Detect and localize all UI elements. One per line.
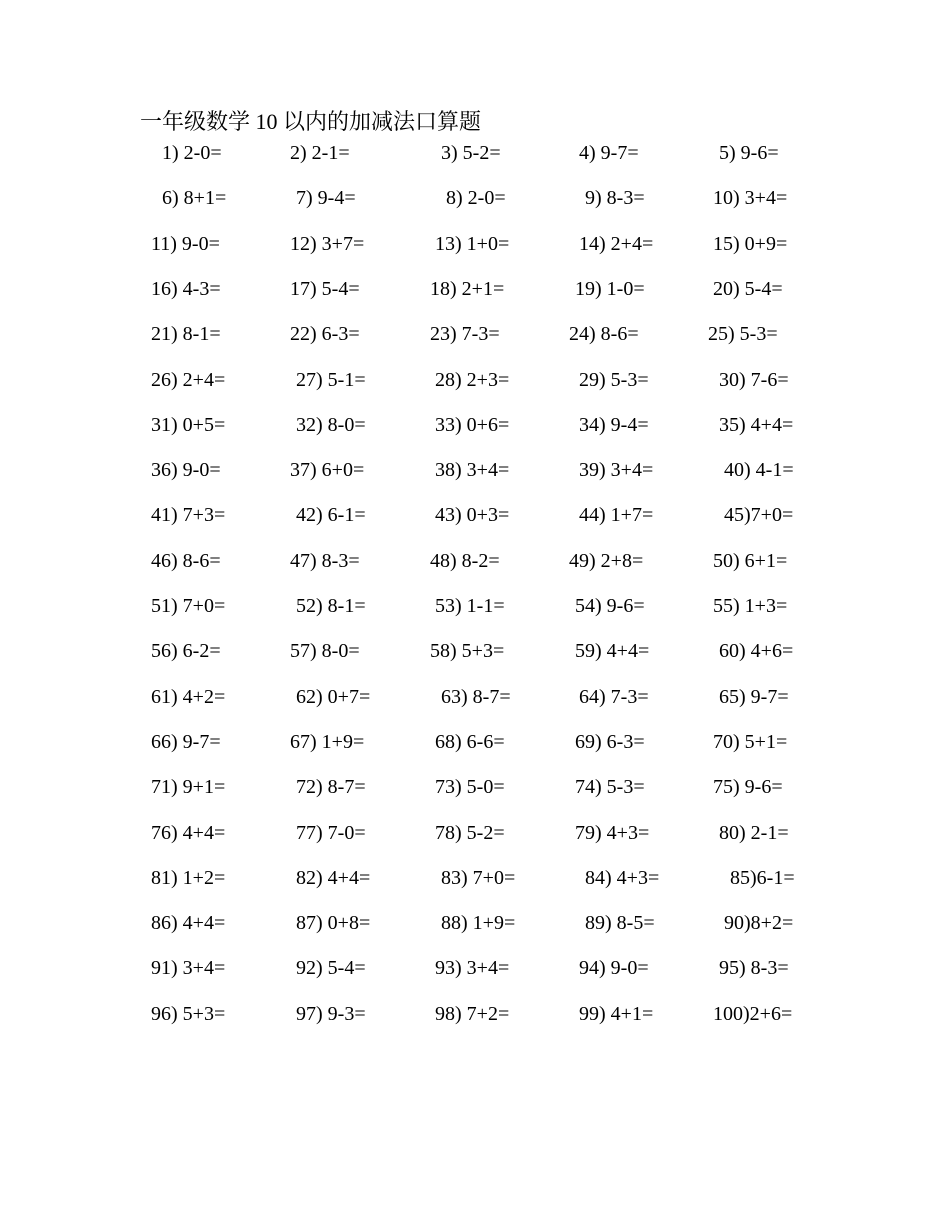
math-problem: 83) 7+0= [441,867,516,889]
math-problem: 13) 1+0= [435,233,510,255]
math-problem: 35) 4+4= [719,414,794,436]
math-problem: 72) 8-7= [296,776,366,798]
math-problem: 2) 2-1= [290,142,350,164]
math-problem: 75) 9-6= [713,776,783,798]
math-problem: 66) 9-7= [151,731,221,753]
math-problem: 82) 4+4= [296,867,371,889]
math-problem: 23) 7-3= [430,323,500,345]
math-problem: 69) 6-3= [575,731,645,753]
math-problem: 49) 2+8= [569,550,644,572]
math-problem: 26) 2+4= [151,369,226,391]
math-problem: 53) 1-1= [435,595,505,617]
math-problem: 20) 5-4= [713,278,783,300]
math-problem: 11) 9-0= [151,233,220,255]
math-problem: 71) 9+1= [151,776,226,798]
math-problem: 88) 1+9= [441,912,516,934]
math-problem: 6) 8+1= [162,187,227,209]
math-problem: 16) 4-3= [151,278,221,300]
math-problem: 92) 5-4= [296,957,366,979]
math-problem: 68) 6-6= [435,731,505,753]
math-problem: 7) 9-4= [296,187,356,209]
math-problem: 27) 5-1= [296,369,366,391]
math-problem: 4) 9-7= [579,142,639,164]
math-problem: 78) 5-2= [435,822,505,844]
math-problem: 40) 4-1= [724,459,794,481]
math-problem: 5) 9-6= [719,142,779,164]
math-problem: 62) 0+7= [296,686,371,708]
math-problem: 61) 4+2= [151,686,226,708]
math-problem: 24) 8-6= [569,323,639,345]
math-problem: 37) 6+0= [290,459,365,481]
math-problem: 87) 0+8= [296,912,371,934]
math-problem: 65) 9-7= [719,686,789,708]
math-problem: 34) 9-4= [579,414,649,436]
math-problem: 95) 8-3= [719,957,789,979]
math-problem: 73) 5-0= [435,776,505,798]
math-problem: 38) 3+4= [435,459,510,481]
math-problem: 60) 4+6= [719,640,794,662]
math-problem: 41) 7+3= [151,504,226,526]
math-problem: 46) 8-6= [151,550,221,572]
math-problem: 51) 7+0= [151,595,226,617]
math-problem: 54) 9-6= [575,595,645,617]
math-problem: 50) 6+1= [713,550,788,572]
math-problem: 80) 2-1= [719,822,789,844]
math-problem: 21) 8-1= [151,323,221,345]
math-problem: 17) 5-4= [290,278,360,300]
math-problem: 12) 3+7= [290,233,365,255]
math-problem: 33) 0+6= [435,414,510,436]
math-problem: 91) 3+4= [151,957,226,979]
math-problem: 1) 2-0= [162,142,222,164]
math-problem: 32) 8-0= [296,414,366,436]
math-problem: 55) 1+3= [713,595,788,617]
math-problem: 56) 6-2= [151,640,221,662]
math-problem: 77) 7-0= [296,822,366,844]
math-problem: 85)6-1= [730,867,795,889]
math-problem: 89) 8-5= [585,912,655,934]
math-problem: 48) 8-2= [430,550,500,572]
math-problem: 59) 4+4= [575,640,650,662]
math-problem: 70) 5+1= [713,731,788,753]
math-problem: 76) 4+4= [151,822,226,844]
math-problem: 22) 6-3= [290,323,360,345]
math-problem: 94) 9-0= [579,957,649,979]
math-problem: 96) 5+3= [151,1003,226,1025]
math-problem: 93) 3+4= [435,957,510,979]
math-problem: 43) 0+3= [435,504,510,526]
math-problem: 79) 4+3= [575,822,650,844]
math-problem: 63) 8-7= [441,686,511,708]
math-problem: 67) 1+9= [290,731,365,753]
math-problem: 47) 8-3= [290,550,360,572]
math-problem: 42) 6-1= [296,504,366,526]
math-problem: 90)8+2= [724,912,794,934]
math-problem: 30) 7-6= [719,369,789,391]
math-problem: 97) 9-3= [296,1003,366,1025]
math-problem: 3) 5-2= [441,142,501,164]
math-problem: 45)7+0= [724,504,794,526]
math-problem: 9) 8-3= [585,187,645,209]
math-problem: 39) 3+4= [579,459,654,481]
math-problem: 19) 1-0= [575,278,645,300]
math-problem: 28) 2+3= [435,369,510,391]
math-problem: 31) 0+5= [151,414,226,436]
math-problem: 86) 4+4= [151,912,226,934]
math-problem: 36) 9-0= [151,459,221,481]
math-problem: 64) 7-3= [579,686,649,708]
math-problem: 15) 0+9= [713,233,788,255]
math-problem: 74) 5-3= [575,776,645,798]
math-problem: 84) 4+3= [585,867,660,889]
math-problem: 52) 8-1= [296,595,366,617]
math-problem: 10) 3+4= [713,187,788,209]
math-problem: 8) 2-0= [446,187,506,209]
math-problem: 58) 5+3= [430,640,505,662]
math-problem: 18) 2+1= [430,278,505,300]
math-problem: 14) 2+4= [579,233,654,255]
math-problem: 29) 5-3= [579,369,649,391]
worksheet-title: 一年级数学 10 以内的加减法口算题 [140,109,482,134]
math-problem: 98) 7+2= [435,1003,510,1025]
math-problem: 99) 4+1= [579,1003,654,1025]
math-problem: 57) 8-0= [290,640,360,662]
math-problem: 81) 1+2= [151,867,226,889]
math-problem: 100)2+6= [713,1003,793,1025]
math-problem: 44) 1+7= [579,504,654,526]
math-problem: 25) 5-3= [708,323,778,345]
